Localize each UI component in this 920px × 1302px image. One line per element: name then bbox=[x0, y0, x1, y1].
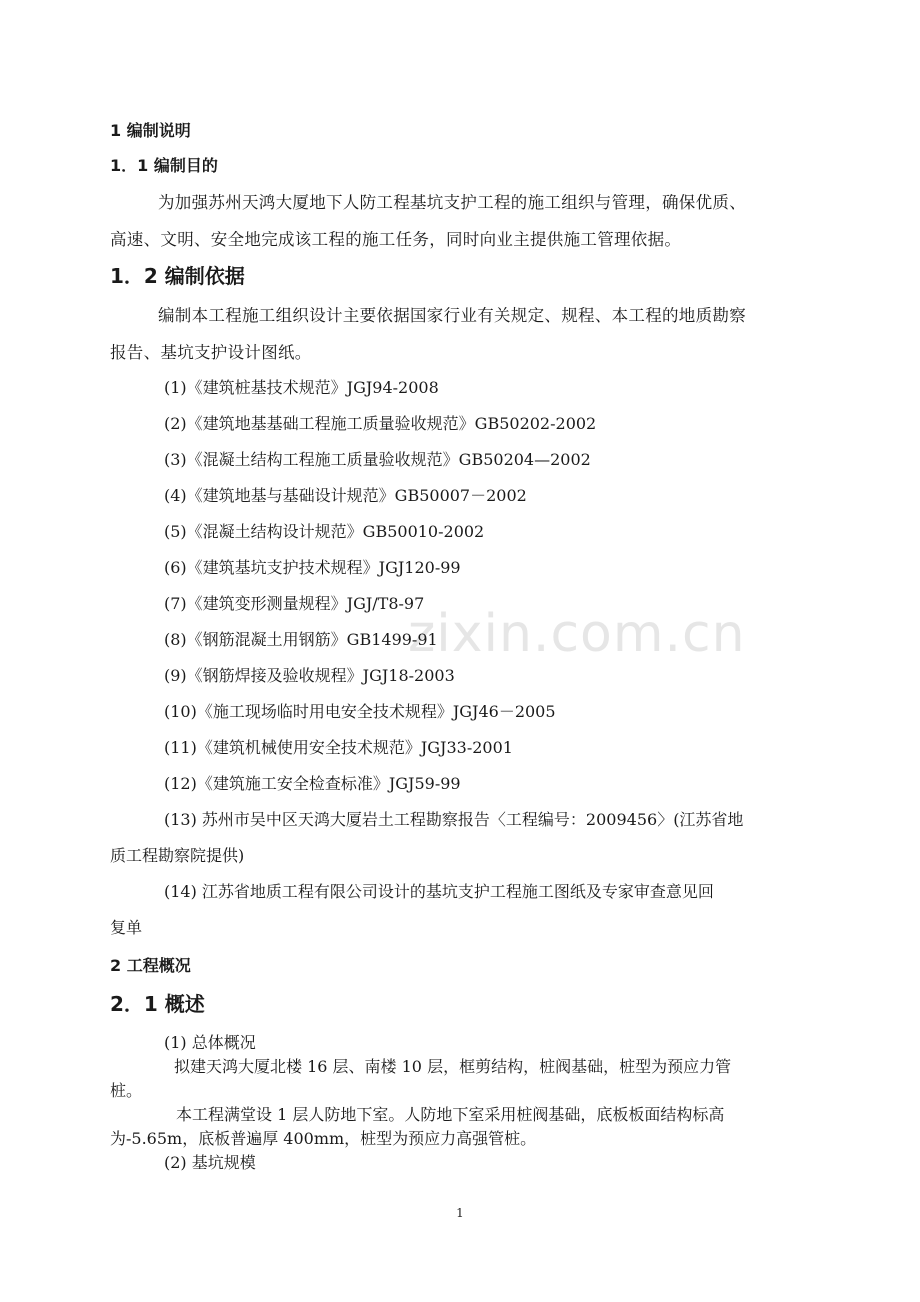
reference-item: (8)《钢筋混凝土用钢筋》GB1499-91 bbox=[164, 630, 438, 649]
reference-item: (2)《建筑地基基础工程施工质量验收规范》GB50202-2002 bbox=[164, 414, 597, 433]
reference-item: (5)《混凝土结构设计规范》GB50010-2002 bbox=[164, 522, 485, 541]
reference-item: (12)《建筑施工安全检查标准》JGJ59-99 bbox=[164, 774, 461, 793]
reference-item: (10)《施工现场临时用电安全技术规程》JGJ46－2005 bbox=[164, 702, 556, 721]
watermark-text: zixin.com.cn bbox=[408, 604, 746, 664]
section-2-1-heading: 2．1 概述 bbox=[110, 992, 205, 1016]
overview-label: (1) 总体概况 bbox=[164, 1033, 256, 1052]
reference-item-13-line-2: 质工程勘察院提供) bbox=[110, 846, 245, 865]
reference-item: (3)《混凝土结构工程施工质量验收规范》GB50204—2002 bbox=[164, 450, 591, 469]
page-number: 1 bbox=[456, 1206, 464, 1220]
scale-label: (2) 基坑规模 bbox=[164, 1153, 256, 1172]
section-2-heading: 2 工程概况 bbox=[110, 956, 191, 975]
section-1-heading: 1 编制说明 bbox=[110, 121, 191, 140]
reference-item: (11)《建筑机械使用安全技术规范》JGJ33-2001 bbox=[164, 738, 513, 757]
overview-paragraph-line-2: 桩。 bbox=[110, 1081, 143, 1100]
basis-paragraph-line-1: 编制本工程施工组织设计主要依据国家行业有关规定、规程、本工程的地质勘察 bbox=[158, 306, 746, 325]
reference-item: (1)《建筑桩基技术规范》JGJ94-2008 bbox=[164, 378, 439, 397]
reference-item: (7)《建筑变形测量规程》JGJ/T8-97 bbox=[164, 594, 425, 613]
section-1-2-heading: 1．2 编制依据 bbox=[110, 264, 245, 288]
reference-item: (4)《建筑地基与基础设计规范》GB50007－2002 bbox=[164, 486, 527, 505]
basement-paragraph-line-1: 本工程满堂设 1 层人防地下室。人防地下室采用桩阀基础，底板板面结构标高 bbox=[176, 1105, 725, 1124]
reference-item-14-line-1: (14) 江苏省地质工程有限公司设计的基坑支护工程施工图纸及专家审查意见回 bbox=[164, 882, 714, 901]
purpose-paragraph-line-2: 高速、文明、安全地完成该工程的施工任务，同时向业主提供施工管理依据。 bbox=[110, 230, 682, 249]
reference-item-13-line-1: (13) 苏州市吴中区天鸿大厦岩土工程勘察报告〈工程编号：2009456〉(江苏省地 bbox=[164, 810, 744, 829]
reference-item: (6)《建筑基坑支护技术规程》JGJ120-99 bbox=[164, 558, 461, 577]
reference-item-14-line-2: 复单 bbox=[110, 918, 143, 937]
purpose-paragraph-line-1: 为加强苏州天鸿大厦地下人防工程基坑支护工程的施工组织与管理，确保优质、 bbox=[158, 193, 746, 212]
basis-paragraph-line-2: 报告、基坑支护设计图纸。 bbox=[110, 343, 312, 362]
basement-paragraph-line-2: 为-5.65m，底板普遍厚 400mm，桩型为预应力高强管桩。 bbox=[110, 1129, 537, 1148]
reference-item: (9)《钢筋焊接及验收规程》JGJ18-2003 bbox=[164, 666, 455, 685]
overview-paragraph-line-1: 拟建天鸿大厦北楼 16 层、南楼 10 层，框剪结构，桩阀基础，桩型为预应力管 bbox=[174, 1057, 732, 1076]
section-1-1-heading: 1．1 编制目的 bbox=[110, 156, 218, 175]
